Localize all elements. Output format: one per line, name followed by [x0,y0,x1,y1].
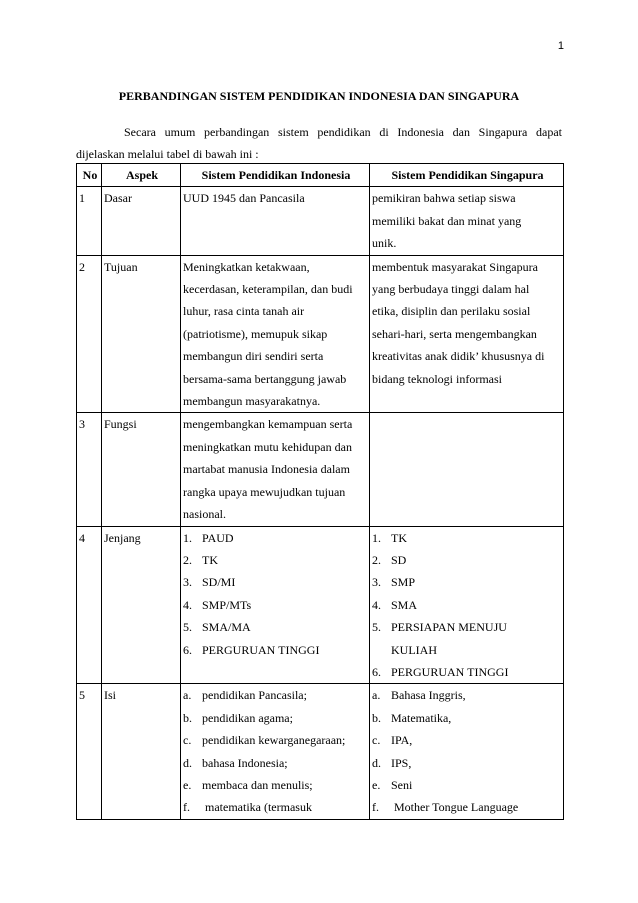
list-marker: 2. [372,552,381,567]
list-item-text: SMP/MTs [202,597,252,612]
list-item [183,774,369,796]
list-item [372,796,563,818]
indonesia-cell [181,187,370,255]
list-item-text: SMA [391,597,418,612]
list-marker: 5. [183,620,192,635]
row-number: 4 [79,530,85,545]
row-number-cell [77,684,102,819]
cell-text-line: membangun masyarakatnya. [183,394,321,409]
list-item [183,796,369,818]
list-item-text: pendidikan Pancasila; [202,688,307,703]
aspek-label: Tujuan [104,259,138,274]
singapura-cell [370,187,564,255]
comparison-table [76,163,564,820]
header-indonesia: Sistem Pendidikan Indonesia [181,164,370,187]
aspek-label: Dasar [104,191,132,206]
table-row [77,684,564,819]
indonesia-cell [181,413,370,526]
header-no: No [77,164,102,187]
cell-text-line: nasional. [183,507,226,522]
list-item-text: TK [202,552,218,567]
aspek-label: Jenjang [104,530,141,545]
aspek-cell [102,187,181,255]
list-item [183,752,369,774]
cell-text-line: meningkatkan mutu kehidupan dan [183,439,352,454]
singapura-cell [370,413,564,526]
list-item [372,729,563,751]
row-number: 3 [79,417,85,432]
cell-text-line: etika, disiplin dan perilaku sosial [372,304,531,319]
list-marker: 3. [372,575,381,590]
list-marker: 6. [183,642,192,657]
list-marker: e. [183,777,192,792]
cell-text-line: luhur, rasa cinta tanah air [183,304,305,319]
list-item [183,707,369,729]
cell-text-line: membentuk masyarakat Singapura [372,259,538,274]
list-marker: 2. [183,552,192,567]
singapura-cell [370,526,564,684]
list-marker: d. [183,755,192,770]
cell-text-line: sehari-hari, serta mengembangkan [372,326,537,341]
page-title: PERBANDINGAN SISTEM PENDIDIKAN INDONESIA DAN SINGAPURA [118,89,520,103]
list-item-text: SD/MI [202,575,236,590]
cell-text-line: kecerdasan, keterampilan, dan budi [183,282,353,297]
list-item-text: PAUD [202,530,234,545]
list-item-text: Seni [391,777,413,792]
row-number-cell [77,255,102,413]
list-marker: b. [183,710,192,725]
list-marker: a. [183,688,192,703]
header-aspek: Aspek [102,164,181,187]
aspek-label: Fungsi [104,417,137,432]
cell-text-line: mengembangkan kemampuan serta [183,417,353,432]
list-marker: f. [183,800,190,815]
list-item-text: matematika (termasuk [202,800,312,815]
list-item-text: TK [391,530,407,545]
list-marker: 1. [372,530,381,545]
list-marker: a. [372,688,381,703]
list-item-text: bahasa Indonesia; [202,755,288,770]
list-item-text: Matematika, [391,710,452,725]
singapura-cell [370,684,564,819]
list-item [372,549,563,571]
list-item [372,616,563,638]
list-item [372,527,563,549]
aspek-cell [102,255,181,413]
list-item-text: PERGURUAN TINGGI [202,642,320,657]
cell-text-line: Meningkatkan ketakwaan, [183,259,310,274]
table-body [77,187,564,819]
row-number: 2 [79,259,85,274]
list-item-text: IPS, [391,755,412,770]
list-item-text: SD [391,552,407,567]
indonesia-cell [181,526,370,684]
list-item [183,639,369,661]
list-item [183,549,369,571]
list-item-text: SMP [391,575,416,590]
list-item [372,639,563,661]
list-item [183,729,369,751]
cell-text-line: (patriotisme), memupuk sikap [183,326,328,341]
list-marker: c. [372,733,381,748]
table-row [77,526,564,684]
list-item [183,571,369,593]
cell-text-line: unik. [372,236,397,251]
list-item-text: IPA, [391,733,413,748]
row-number-cell [77,187,102,255]
table-row [77,255,564,413]
list-item [372,594,563,616]
list-item [372,661,563,683]
list-marker: 4. [183,597,192,612]
list-marker: 6. [372,664,381,679]
table-row [77,187,564,255]
list-marker: c. [183,733,192,748]
list-marker: b. [372,710,381,725]
list-marker: 3. [183,575,192,590]
aspek-cell [102,684,181,819]
list-item [372,774,563,796]
cell-text-line: rangka upaya mewujudkan tujuan [183,484,346,499]
row-number-cell [77,526,102,684]
row-number: 1 [79,191,85,206]
header-singapura: Sistem Pendidikan Singapura [370,164,564,187]
list-item [183,527,369,549]
list-item [183,684,369,706]
list-item-text: Mother Tongue Language [391,800,519,815]
list-marker: 1. [183,530,192,545]
cell-text-line: memiliki bakat dan minat yang [372,213,522,228]
aspek-cell [102,413,181,526]
list-item [183,616,369,638]
cell-text-line: UUD 1945 dan Pancasila [183,191,305,206]
list-marker: d. [372,755,381,770]
list-item-text: membaca dan menulis; [202,777,313,792]
list-item-text: Bahasa Inggris, [391,688,466,703]
list-marker: e. [372,777,381,792]
row-number-cell [77,413,102,526]
cell-text-line: pemikiran bahwa setiap siswa [372,191,516,206]
intro-paragraph: Secara umum perbandingan sistem pendidikan di Indonesia dan Singapura dapat dijelaskan melalui tabel di bawah ini : [76,125,562,161]
indonesia-cell [181,684,370,819]
list-item [372,684,563,706]
cell-text-line: membangun diri sendiri serta [183,349,324,364]
table-row [77,413,564,526]
list-item-text: PERSIAPAN MENUJU [391,620,507,635]
cell-text-line: bidang teknologi informasi [372,371,502,386]
aspek-cell [102,526,181,684]
list-item [372,707,563,729]
cell-text-line: bersama-sama bertanggung jawab [183,371,347,386]
cell-text-line: martabat manusia Indonesia dalam [183,462,350,477]
table-header-row [77,164,564,187]
list-item-text: PERGURUAN TINGGI [391,664,509,679]
list-item-text: pendidikan kewarganegaraan; [202,733,346,748]
singapura-cell [370,255,564,413]
cell-text-line: yang berbudaya tinggi dalam hal [372,282,530,297]
list-item-text: SMA/MA [202,620,251,635]
list-item-text: KULIAH [391,642,437,657]
list-marker: f. [372,800,379,815]
list-marker: 4. [372,597,381,612]
list-item [372,752,563,774]
list-item-text: pendidikan agama; [202,710,293,725]
indonesia-cell [181,255,370,413]
list-item [183,594,369,616]
cell-text-line: kreativitas anak didik’ khususnya di [372,349,545,364]
page-number: 1 [557,40,564,52]
aspek-label: Isi [104,688,116,703]
list-item [372,571,563,593]
list-marker: 5. [372,620,381,635]
row-number: 5 [79,688,85,703]
